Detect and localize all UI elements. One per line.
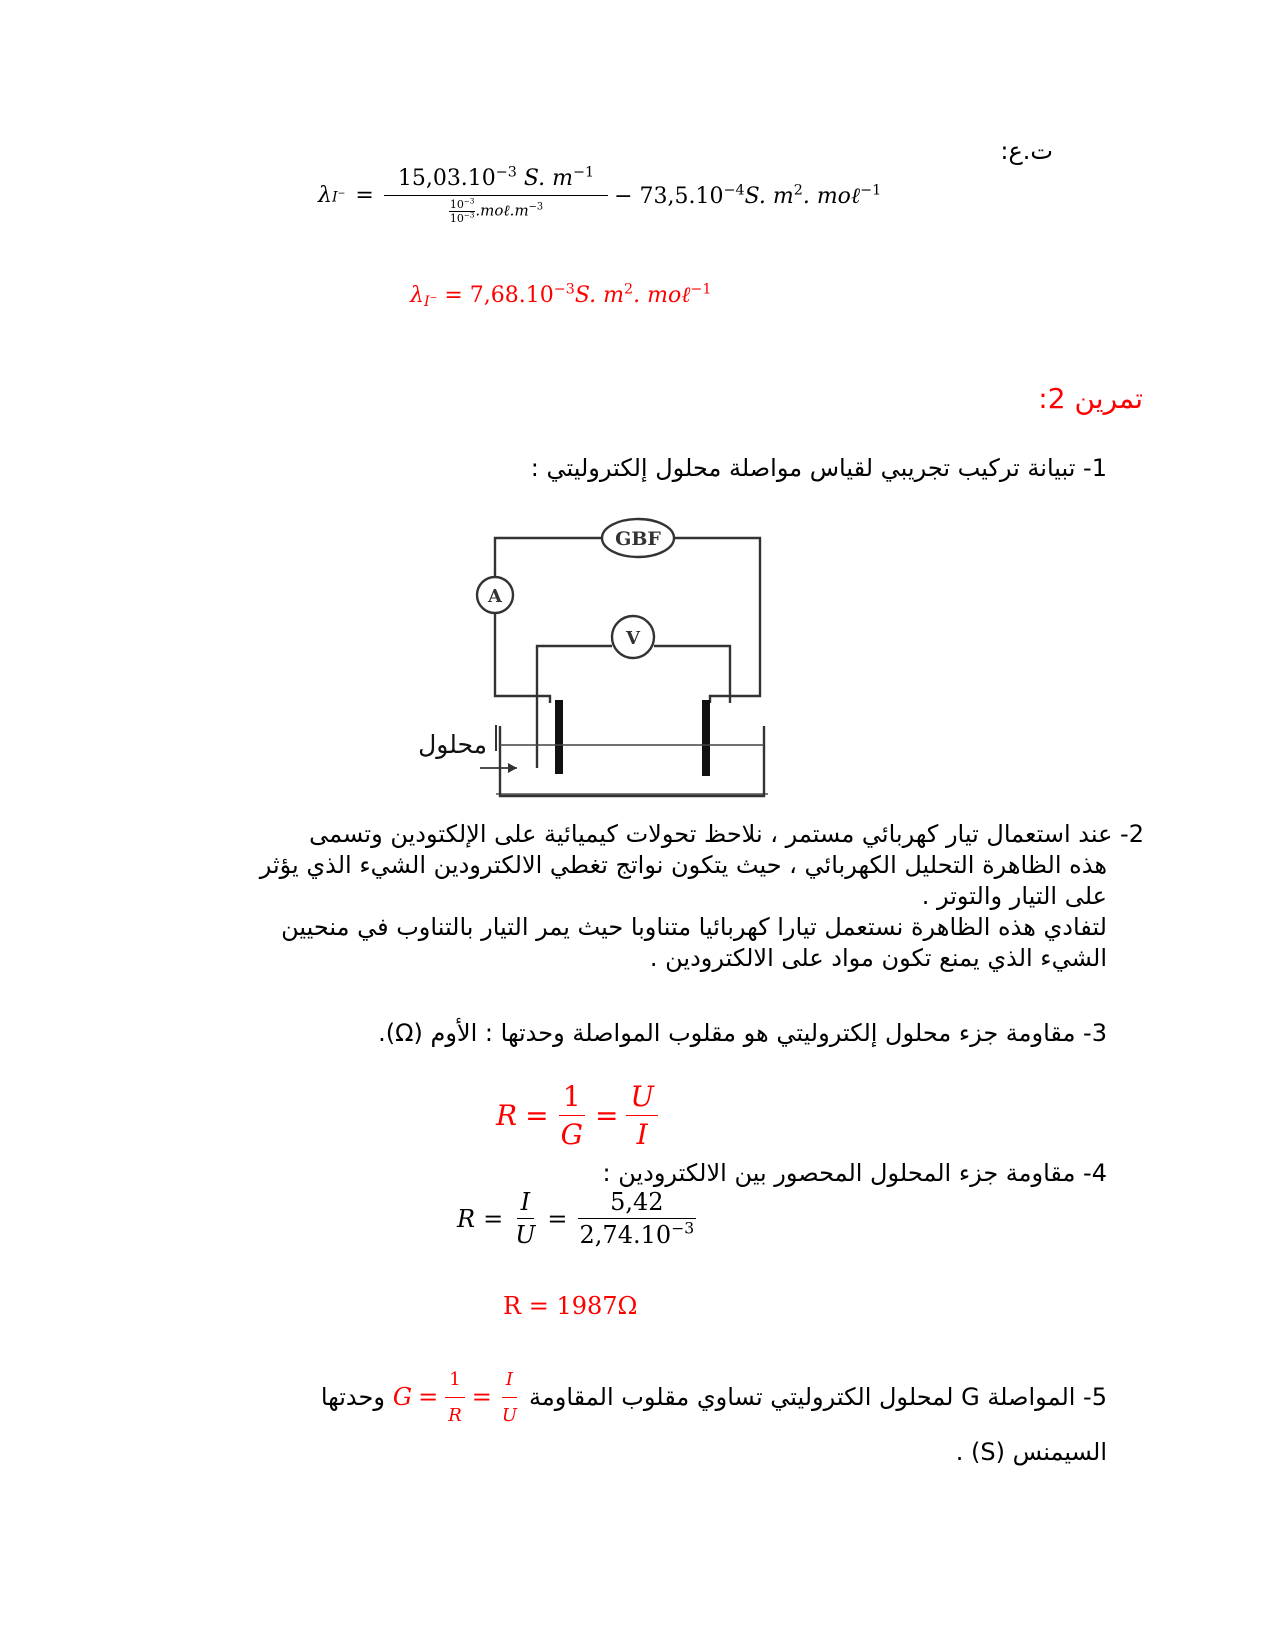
question-2	[97, 819, 1144, 974]
gbf-label: GBF	[615, 528, 661, 550]
question-4: 4- مقاومة جزء المحلول المحصور بين الالكترودين :	[602, 1159, 1107, 1187]
equation-resistance-calc: R = $\frac{I}{U}$ = $\frac{5,42}{2,74.10^{-3}}$	[457, 1188, 695, 1249]
lambda-symbol: λ	[318, 183, 332, 208]
container	[500, 726, 764, 796]
q5-text-start: 5- المواصلة G لمحلول الكتروليتي تساوي مقلوب المقاومة	[529, 1383, 1107, 1411]
q5-text-end: وحدتها	[320, 1383, 385, 1411]
question-5	[107, 1364, 1107, 1468]
wire-outer	[495, 538, 602, 578]
exercise-title: تمرين 2:	[1038, 382, 1143, 415]
q2-line-2: هذه الظاهرة التحليل الكهربائي ، حيث يتكون نواتج تغطي الالكترودين الشيء الذي يؤثر	[259, 851, 1107, 879]
question-3: 3- مقاومة جزء محلول إلكتروليتي هو مقلوب المواصلة وحدتها : الأوم (Ω).	[378, 1019, 1107, 1047]
solution-label: محلول	[418, 730, 487, 759]
q5-formula: G = $\frac{1}{R}$ = $\frac{I}{U}$	[393, 1364, 521, 1431]
equation-resistance-definition: R = $\frac{1}{G}$ = $\frac{U}{I}$	[496, 1080, 658, 1151]
equation-lambda-calc: λ I− = $15,03.10^{-3}$ S. $m^{-1}$ $\frac{10^{-3}}{10^{-3}}$ $.mo\ell.m^{-3}$ − $73,5.10^{-4}S$. $m^2$. moℓ$^{-1}$	[318, 164, 882, 225]
voltmeter-label: V	[626, 628, 640, 649]
electrode-right	[702, 700, 710, 776]
equation-lambda-result: $\lambda_{I^-} = 7,68.10^{-3}S$. $m^2$. moℓ$^{-1}$	[410, 281, 712, 311]
q2-line-1: 2- عند استعمال تيار كهربائي مستمر ، نلاحظ تحولات كيميائية على الإلكتودين وتسمى	[309, 820, 1144, 848]
q2-line-5: الشيء الذي يمنع تكون مواد على الالكترودين .	[649, 944, 1107, 972]
q5-line-2: السيمنس (S) .	[955, 1438, 1107, 1466]
ammeter-label: A	[488, 586, 502, 607]
q2-line-3: على التيار والتوتر .	[921, 882, 1107, 910]
calc-label: ت.ع:	[1000, 137, 1053, 165]
resistance-result: R = 1987Ω	[503, 1292, 638, 1320]
question-1: 1- تبيانة تركيب تجريبي لقياس مواصلة محلول إلكتروليتي :	[530, 454, 1107, 482]
lambda-fraction: $15,03.10^{-3}$ S. $m^{-1}$ $\frac{10^{-3}}{10^{-3}}$ $.mo\ell.m^{-3}$	[384, 166, 608, 225]
electrode-left	[555, 700, 563, 774]
q2-line-4: لتفادي هذه الظاهرة نستعمل تيارا كهربائيا متناوبا حيث يمر التيار بالتناوب في منحيين	[281, 913, 1107, 941]
circuit-diagram	[372, 498, 820, 803]
wire-voltmeter	[537, 646, 612, 768]
